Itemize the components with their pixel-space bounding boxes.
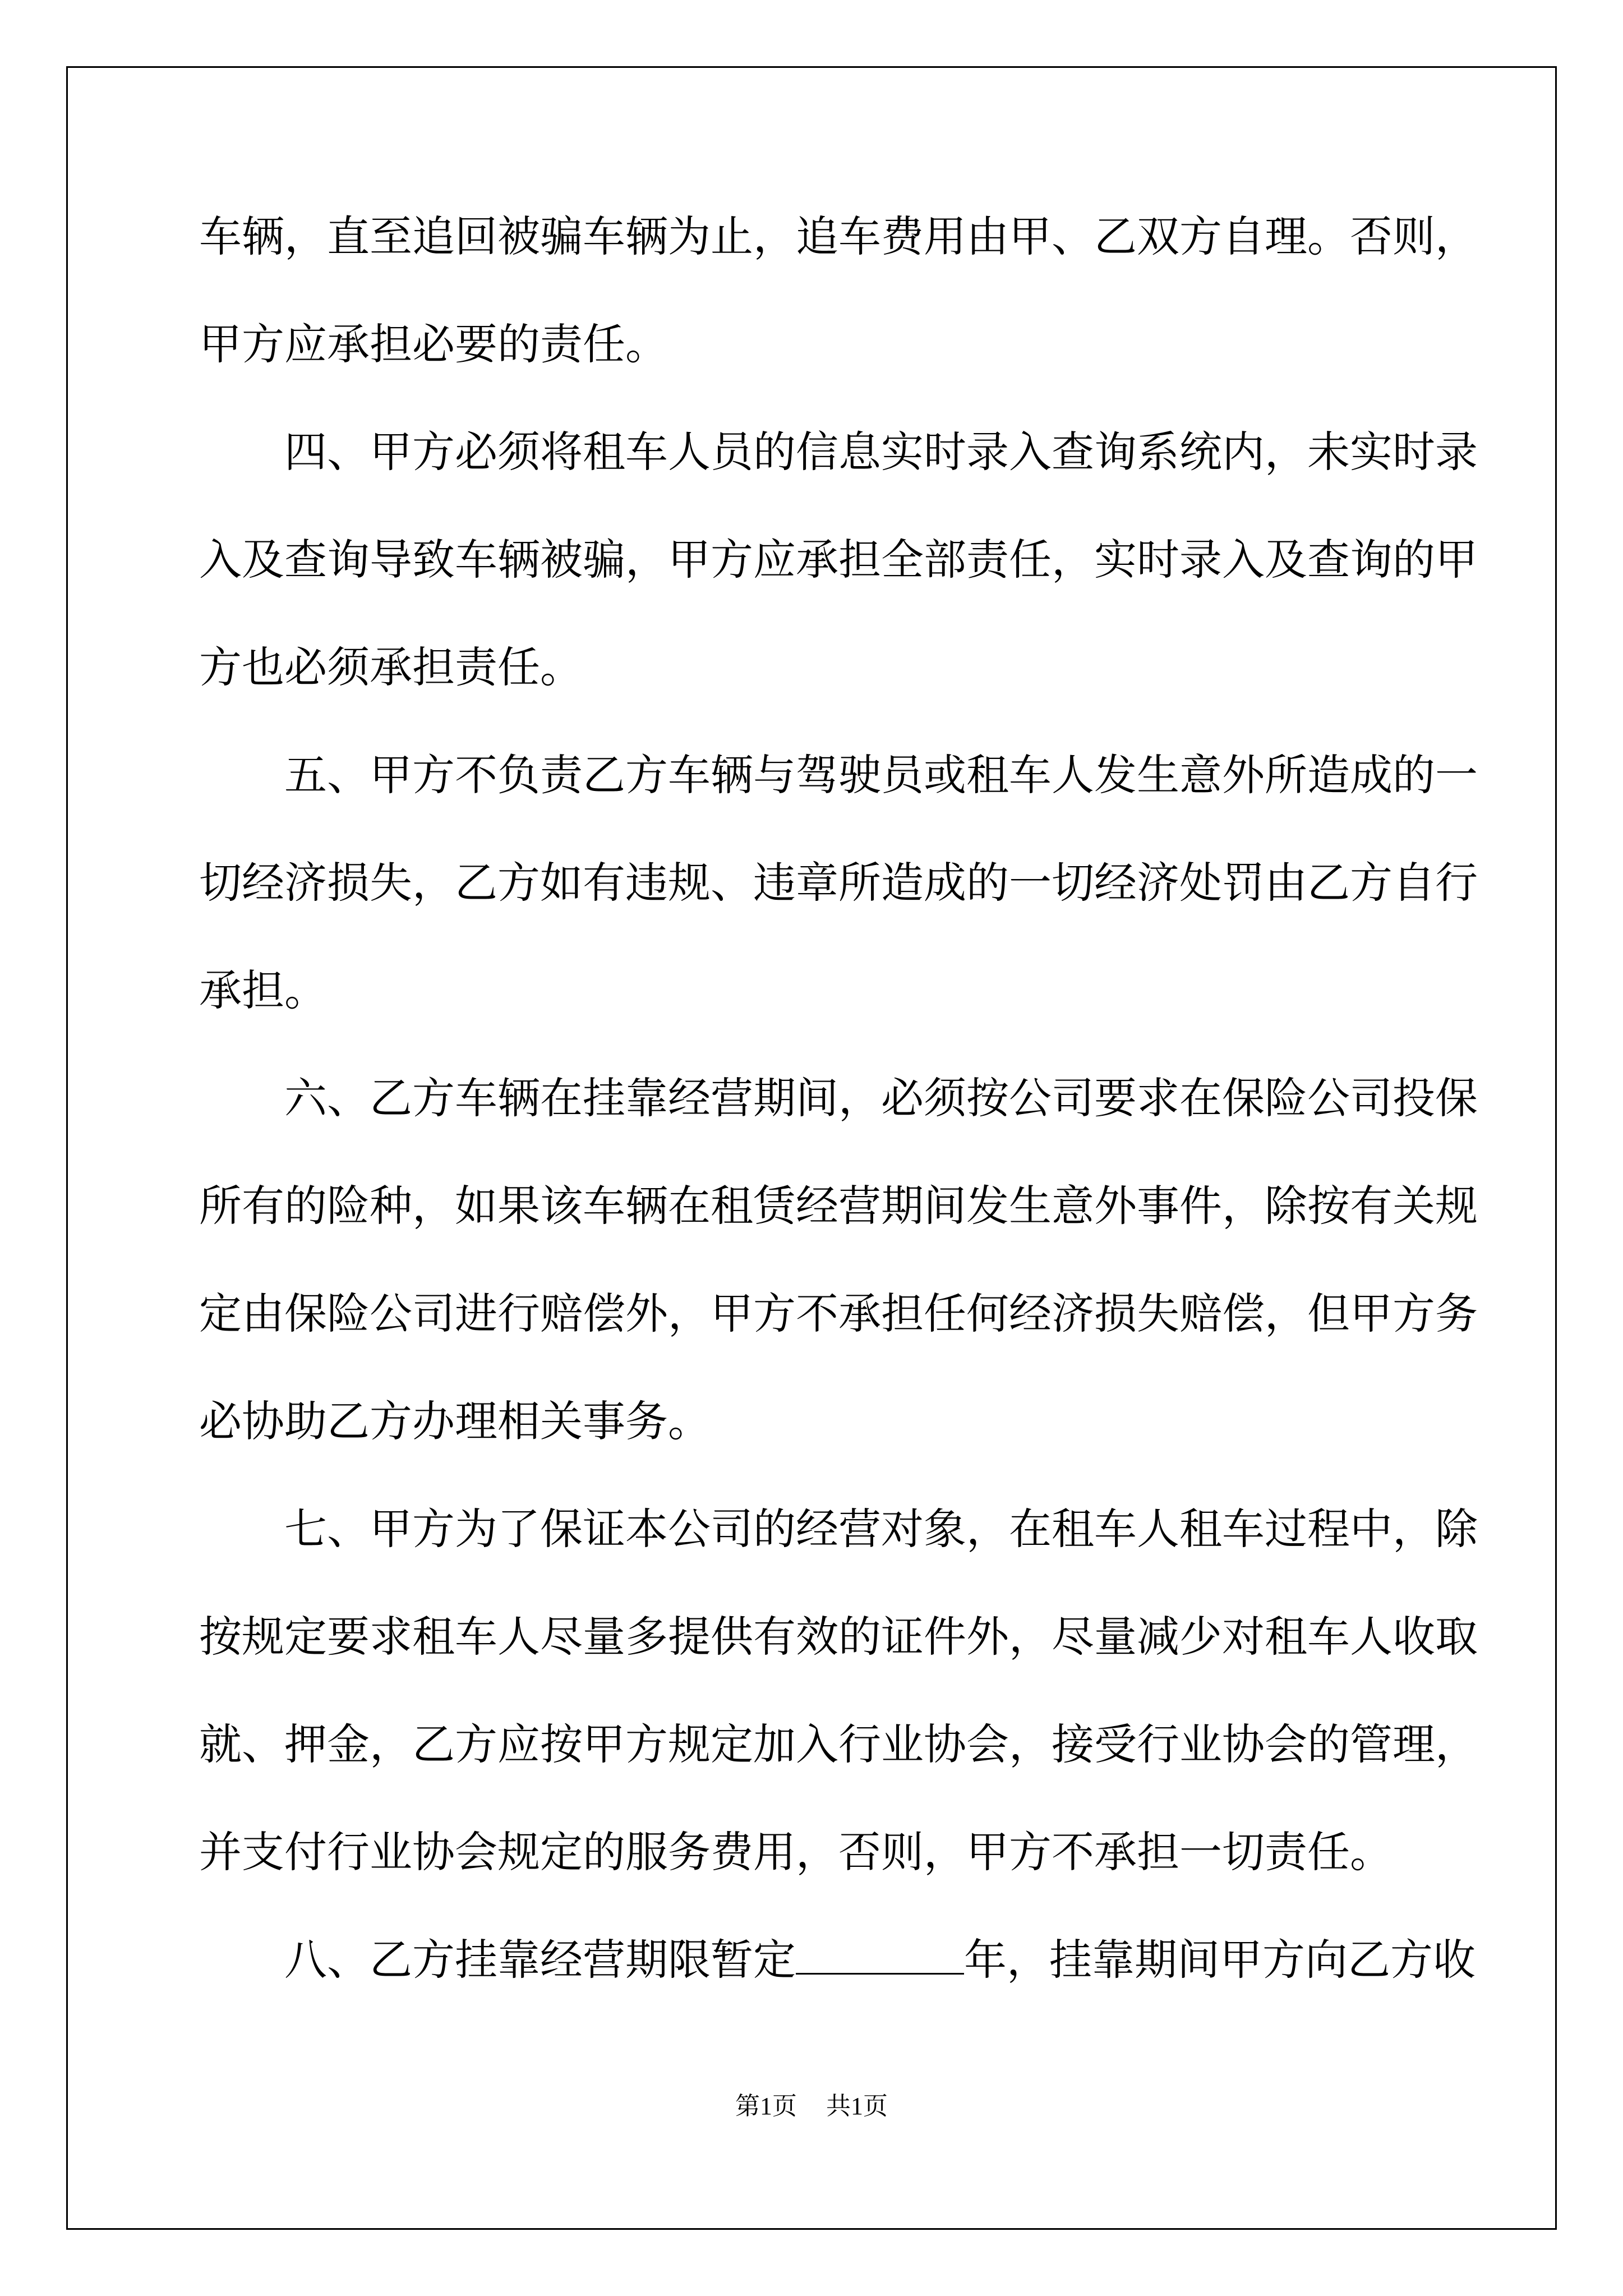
page-footer (0, 2086, 1623, 2122)
text-line: 按规定要求租车人尽量多提供有效的证件外，尽量减少对租车人收取 (199, 1612, 1478, 1662)
text-line: 六、乙方车辆在挂靠经营期间，必须按公司要求在保险公司投保 (284, 1073, 1478, 1123)
page-total: 共1页 (826, 2092, 888, 2120)
text-line: 就、押金，乙方应按甲方规定加入行业协会，接受行业协会的管理， (199, 1719, 1478, 1769)
text-line: 承担。 (199, 965, 327, 1015)
fill-in-blank (796, 1934, 964, 1975)
text-line: 四、甲方必须将租车人员的信息实时录入查询系统内，未实时录 (284, 427, 1478, 477)
text-line: 入及查询导致车辆被骗，甲方应承担全部责任，实时录入及查询的甲 (199, 535, 1478, 585)
text-line: 七、甲方为了保证本公司的经营对象，在租车人租车过程中，除 (284, 1504, 1478, 1554)
text-line-with-blank (199, 1906, 1476, 2014)
text-line: 五、甲方不负责乙方车辆与驾驶员或租车人发生意外所造成的一 (284, 750, 1478, 800)
text-line: 并支付行业协会规定的服务费用，否则，甲方不承担一切责任。 (199, 1827, 1393, 1877)
text-line: 所有的险种，如果该车辆在租赁经营期间发生意外事件，除按有关规 (199, 1181, 1478, 1231)
page-number: 第1页 (735, 2092, 797, 2120)
text-line: 必协助乙方办理相关事务。 (199, 1396, 711, 1446)
text-line: 方也必须承担责任。 (199, 642, 583, 692)
text-line: 切经济损失，乙方如有违规、违章所造成的一切经济处罚由乙方自行 (199, 858, 1478, 908)
text-line: 定由保险公司进行赔偿外，甲方不承担任何经济损失赔偿，但甲方务 (199, 1289, 1478, 1338)
text-after-blank: 年，挂靠期间甲方向乙方收 (964, 1935, 1476, 1985)
text-before-blank: 八、乙方挂靠经营期限暂定 (284, 1935, 796, 1985)
text-line: 车辆，直至追回被骗车辆为止，追车费用由甲、乙双方自理。否则， (199, 211, 1478, 261)
document-body (199, 183, 1478, 2014)
text-line: 甲方应承担必要的责任。 (199, 319, 668, 369)
